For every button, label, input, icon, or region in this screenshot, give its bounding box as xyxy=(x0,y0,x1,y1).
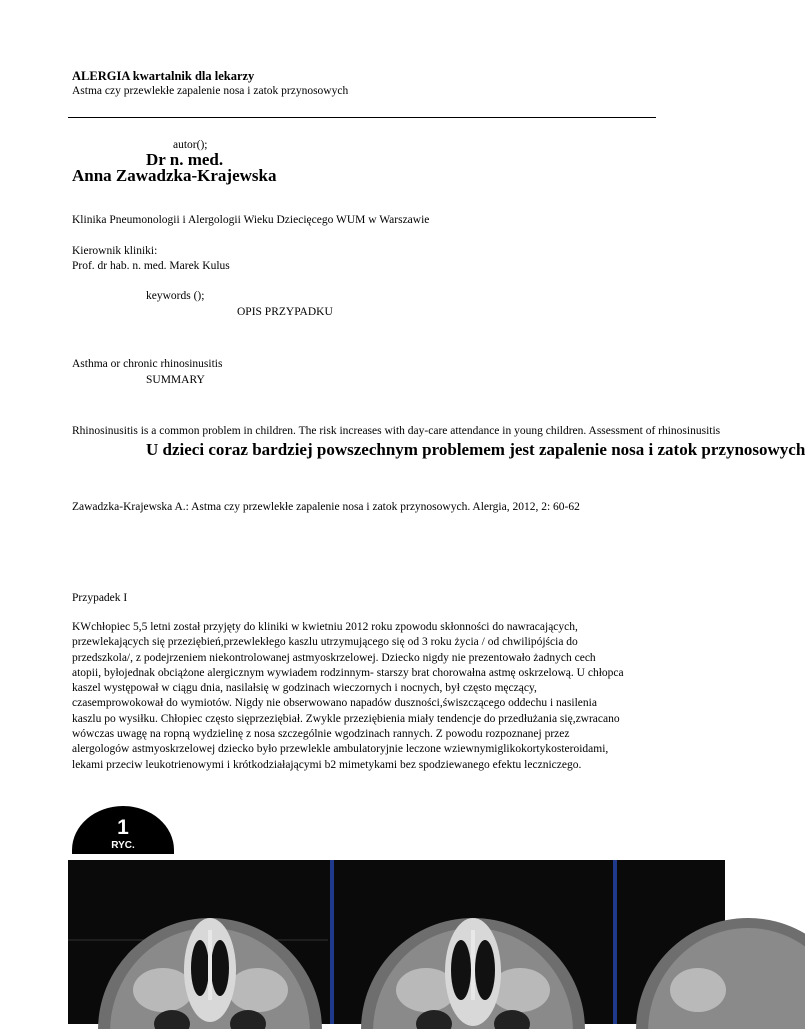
case-line: alergologów astmyoskrzelowej dziecko było przewlekle ambulatoryjnie leczone wziewnymiglikokortykosteroidami, xyxy=(72,743,609,756)
ct-scan-figure xyxy=(68,860,725,1024)
case-line: atopii, byłojednak obciążone alergicznym wywiadem rodzinnym- starszy brat chorowałna astmę oskrzelową. U chłopca xyxy=(72,666,624,679)
lead-heading: U dzieci coraz bardziej powszechnym problemem jest zapalenie nosa i zatok przynosowych xyxy=(146,440,805,459)
clinic-head-label: Kierownik kliniki: xyxy=(72,245,158,257)
journal-name: ALERGIA kwartalnik dla lekarzy xyxy=(72,69,255,83)
case-line: KWchłopiec 5,5 letni został przyjęty do kliniki w kwietniu 2012 roku zpowodu skłonności do nawracających, xyxy=(72,621,578,633)
figure-number: 1 xyxy=(117,816,129,839)
case-line: przedszkola/, z podejrzeniem niekontrolowanej astmyoskrzelowej. Dziecko nigdy nie prezentowało żadnych cech xyxy=(72,651,596,664)
summary-heading: SUMMARY xyxy=(146,374,205,386)
author-function-label: autor(); xyxy=(173,139,208,151)
case-body xyxy=(72,620,672,773)
affiliation: Klinika Pneumonologii i Alergologii Wieku Dziecięcego WUM w Warszawie xyxy=(72,214,430,226)
case-heading: Przypadek I xyxy=(72,592,128,604)
case-line: czasemprowokował do wymiotów. Nigdy nie obserwowano napadów duszności,świszczącego oddechu i nasilenia xyxy=(72,697,597,710)
header-divider xyxy=(68,117,656,118)
figure-label: RYC. xyxy=(111,840,135,851)
article-title-header: Astma czy przewlekłe zapalenie nosa i zatok przynosowych xyxy=(72,85,349,97)
case-line: lekami przeciw leukotrienowymi i krótkodziałającymi b2 mimetykami bez spodziewanego efektu leczniczego. xyxy=(72,758,582,771)
case-line: przewlekających się przeziębień,przewlekłego kaszlu utrzymującego się od 3 roku życia / od chwilipójścia do xyxy=(72,636,578,649)
author-degree: Dr n. med. xyxy=(146,150,224,169)
keywords-function-label: keywords (); xyxy=(146,290,205,302)
english-title: Asthma or chronic rhinosinusitis xyxy=(72,358,223,370)
ct-scan-image xyxy=(68,860,725,1024)
case-line: wówczas uwagę na ropną wydzielinę z nosa szczególnie wgodzinach rannych. Z powodu rozpoznanej przez xyxy=(72,728,570,741)
figure-badge xyxy=(72,806,174,854)
clinic-head-name: Prof. dr hab. n. med. Marek Kulus xyxy=(72,260,230,272)
case-line: kaszlu po wysiłku. Chłopiec często sięprzeziębiał. Zwykle przeziębienia miały tendencje do przedłużania się,zwracano xyxy=(72,712,620,725)
citation: Zawadzka-Krajewska A.: Astma czy przewlekłe zapalenie nosa i zatok przynosowych. Alergia, 2012, 2: 60-62 xyxy=(72,501,580,513)
case-line: kaszel występował w ciągu dnia, nasilałsię w godzinach wieczornych i nocnych, był często męczący, xyxy=(72,682,537,695)
author-name: Anna Zawadzka-Krajewska xyxy=(72,166,277,185)
summary-text: Rhinosinusitis is a common problem in children. The risk increases with day-care attendance in young children. Assessment of rhinosinusitis xyxy=(72,425,721,437)
article-type: OPIS PRZYPADKU xyxy=(237,306,333,318)
